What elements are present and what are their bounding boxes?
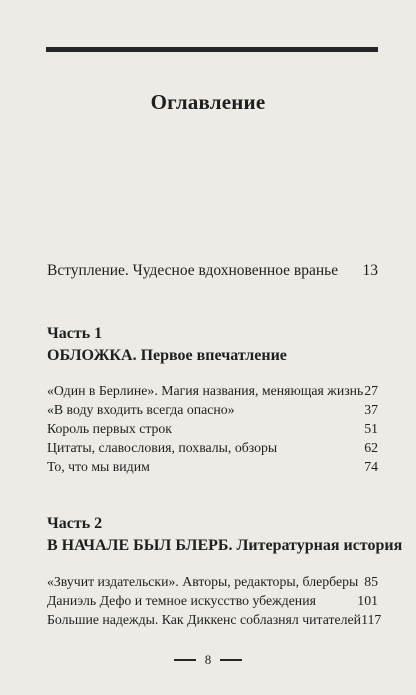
folio-dash-right	[220, 659, 242, 661]
toc-entry-intro	[47, 262, 378, 280]
toc-entry	[47, 421, 378, 437]
toc-entry-label: То, что мы видим	[47, 459, 150, 474]
toc-entry-label: Даниэль Дефо и темное искусство убеждения	[47, 593, 316, 608]
toc-entry-page: 13	[362, 262, 378, 279]
toc-entry	[47, 383, 378, 399]
toc-entry	[47, 612, 382, 628]
toc-entry-page: 62	[364, 440, 378, 455]
toc-entry	[47, 402, 378, 418]
toc-entry-page: 51	[364, 421, 378, 436]
top-rule	[46, 47, 378, 52]
toc-entry-page: 117	[361, 612, 382, 627]
folio-dash-left	[174, 659, 196, 661]
toc-entry	[47, 440, 378, 456]
toc-entry-label: Вступление. Чудесное вдохновенное вранье	[47, 262, 339, 279]
part-2-number: Часть 2	[47, 515, 103, 532]
toc-entry-label: Король первых строк	[47, 421, 173, 436]
toc-entry	[47, 459, 378, 475]
toc-entry-label: «В воду входить всегда опасно»	[47, 402, 235, 417]
toc-title: Оглавление	[150, 90, 266, 114]
page-folio	[0, 652, 416, 668]
toc-entry-label: Цитаты, славословия, похвалы, обзоры	[47, 440, 278, 455]
part-1-title: ОБЛОЖКА. Первое впечатление	[47, 347, 287, 364]
toc-entry-label: «Один в Берлине». Магия названия, меняющая жизнь	[47, 383, 364, 398]
toc-entry-page: 74	[364, 459, 378, 474]
part-2-title: В НАЧАЛЕ БЫЛ БЛЕРБ. Литературная история	[47, 537, 403, 554]
toc-entry-page: 101	[357, 593, 378, 608]
toc-entry	[47, 574, 378, 590]
toc-entry-page: 27	[364, 383, 378, 398]
toc-entry-page: 37	[364, 402, 378, 417]
toc-entry-page: 85	[364, 574, 378, 589]
toc-entry-label: «Звучит издательски». Авторы, редакторы, блерберы	[47, 574, 359, 589]
toc-entry-label: Большие надежды. Как Диккенс соблазнял читателей	[47, 612, 362, 627]
part-1-number: Часть 1	[47, 325, 103, 342]
page-number: 8	[204, 652, 212, 667]
toc-entry	[47, 593, 378, 609]
